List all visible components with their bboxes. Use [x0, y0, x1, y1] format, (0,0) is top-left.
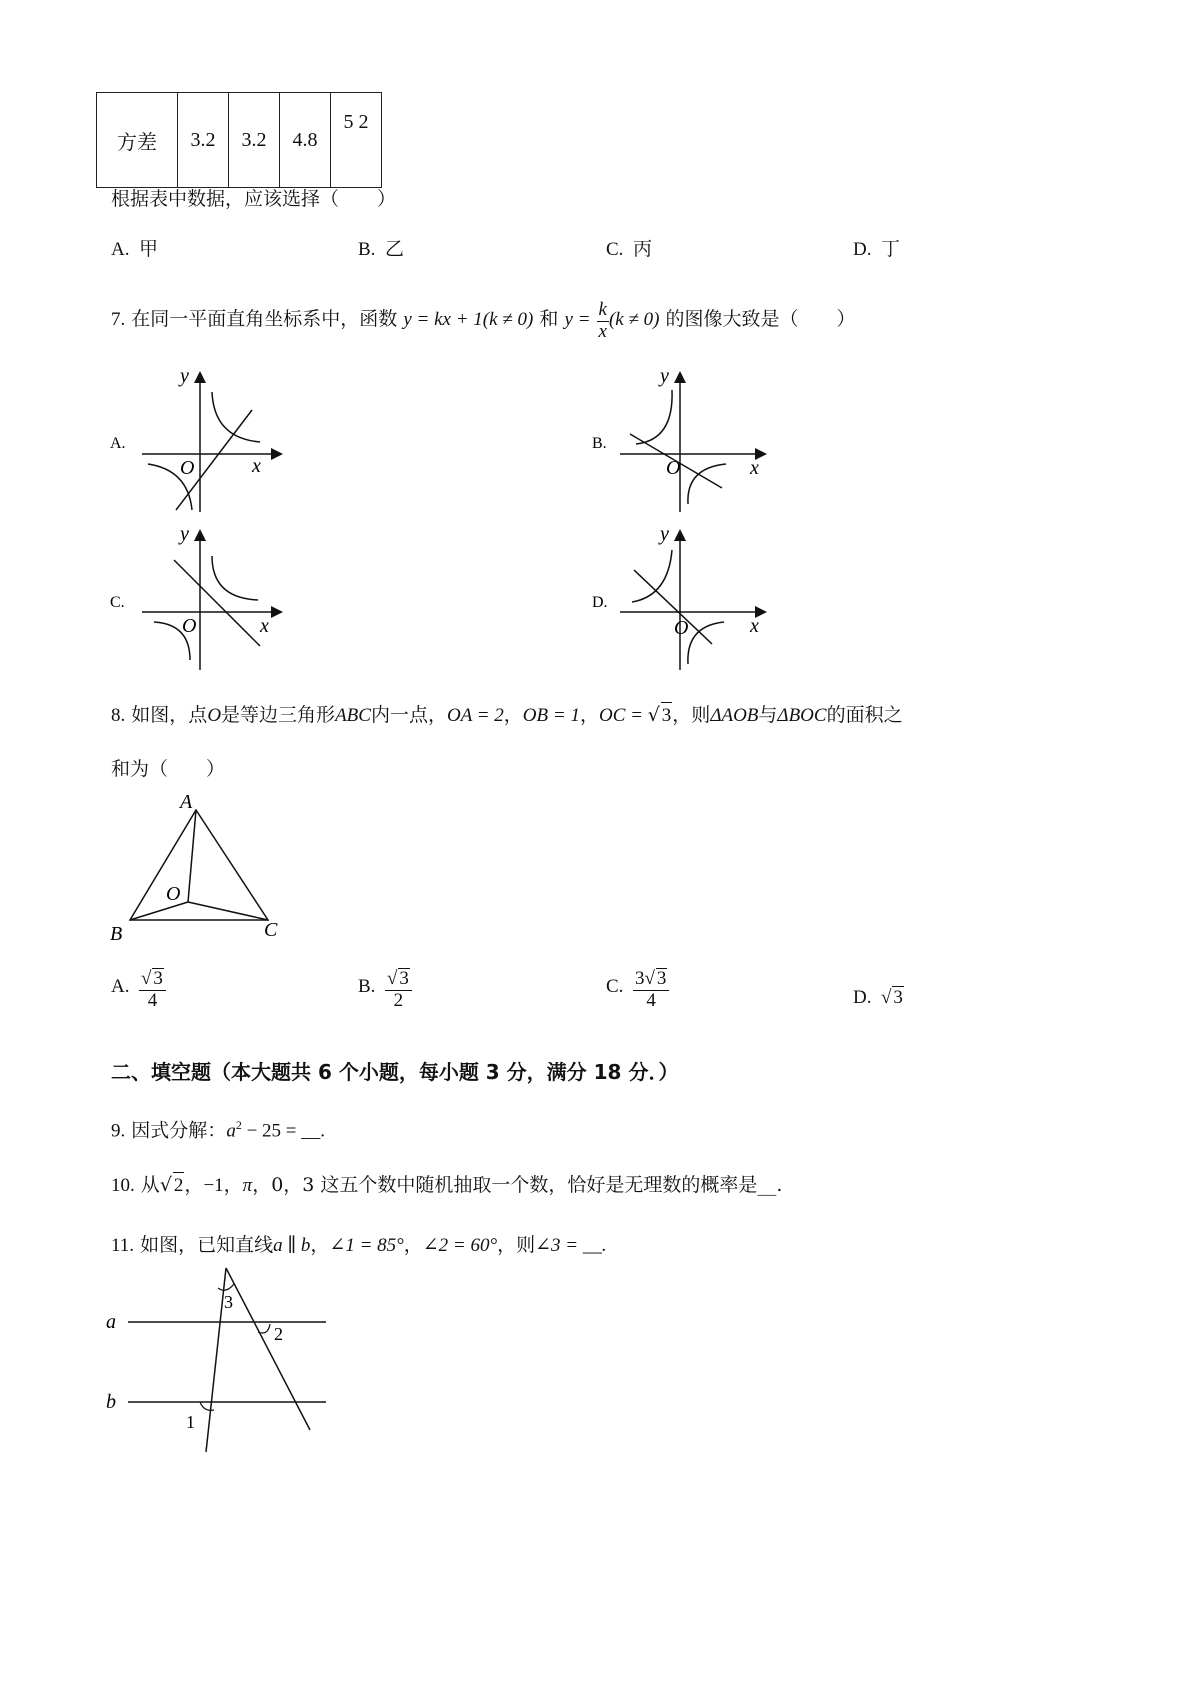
table-cell: 3.2: [229, 93, 280, 188]
q10-stem: 10. 从√ 2，−1，π，0，3 这五个数中随机抽取一个数，恰好是无理数的概率是__.: [111, 1172, 782, 1199]
svg-text:O: O: [180, 457, 195, 479]
q8-stem-line1: 8. 如图，点O是等边三角形ABC内一点，OA = 2，OB = 1，OC = √ 3，则ΔAOB与ΔBOC的面积之: [111, 702, 903, 729]
q8-option-b: B. $\frac{√ 3}{2}$: [358, 968, 412, 1012]
q8-option-c: C. $\frac{3√ 3}{4}$: [606, 968, 669, 1012]
q6-stem: 根据表中数据，应该选择（ ）: [111, 188, 397, 210]
table-cell: 5 2: [331, 93, 382, 188]
svg-text:x: x: [750, 457, 759, 479]
q6-option-a: A. 甲: [111, 238, 158, 260]
table-cell: 4.8: [280, 93, 331, 188]
variance-table: [96, 92, 382, 188]
q6-option-b: B. 乙: [358, 238, 404, 260]
svg-text:C: C: [264, 919, 278, 941]
graph-b: [592, 365, 764, 512]
svg-text:x: x: [252, 455, 261, 477]
q8-triangle-figure: [100, 790, 300, 950]
svg-text:x: x: [260, 615, 269, 637]
fraction-k-over-x: $\frac{k}{x}$: [598, 299, 607, 342]
graph-d: [592, 523, 764, 670]
svg-text:3: 3: [224, 1292, 233, 1312]
q6-option-d: D. 丁: [853, 238, 900, 260]
svg-text:y: y: [180, 523, 189, 545]
graph-c: [110, 523, 280, 670]
q8-option-d: D. √ 3: [853, 987, 903, 1008]
svg-text:C.: C.: [110, 594, 125, 611]
svg-text:O: O: [182, 615, 197, 637]
table-cell: 3.2: [178, 93, 229, 188]
graph-a: [110, 365, 280, 512]
q8-stem-line2: 和为（ ）: [111, 758, 226, 780]
table-header-cell: 方差: [97, 93, 178, 188]
svg-text:a: a: [106, 1311, 116, 1333]
svg-text:B: B: [110, 923, 123, 945]
svg-text:D.: D.: [592, 594, 608, 611]
svg-text:x: x: [750, 615, 759, 637]
svg-text:B.: B.: [592, 435, 607, 452]
svg-text:O: O: [666, 457, 681, 479]
q7-graphs: [100, 360, 1100, 690]
table-row: [97, 93, 382, 188]
q8-option-a: A. $\frac{√ 3}{4}$: [111, 968, 166, 1012]
q9-stem: 9. 因式分解：$a^2 - 25$ = __.: [111, 1118, 325, 1142]
svg-text:O: O: [674, 617, 689, 639]
svg-text:b: b: [106, 1391, 116, 1413]
svg-text:y: y: [180, 365, 189, 387]
q6-option-c: C. 丙: [606, 238, 652, 260]
svg-text:A: A: [180, 791, 193, 813]
svg-text:2: 2: [274, 1324, 283, 1344]
svg-text:O: O: [166, 883, 181, 905]
q7-stem: 7. 在同一平面直角坐标系中，函数 y = kx + 1(k ≠ 0) 和 y = $\frac{k}{x}$ (k ≠ 0) 的图像大致是（ ）: [111, 299, 856, 342]
q11-stem: 11. 如图，已知直线a ∥ b，∠1 = 85°，∠2 = 60°，则∠3 = __.: [111, 1234, 607, 1256]
svg-text:A.: A.: [110, 435, 126, 452]
q11-parallel-lines-figure: [100, 1262, 340, 1462]
section-heading: 二、填空题（本大题共 6 个小题，每小题 3 分，满分 18 分．）: [111, 1060, 679, 1084]
svg-text:y: y: [660, 365, 669, 387]
svg-text:1: 1: [186, 1412, 195, 1432]
svg-text:y: y: [660, 523, 669, 545]
